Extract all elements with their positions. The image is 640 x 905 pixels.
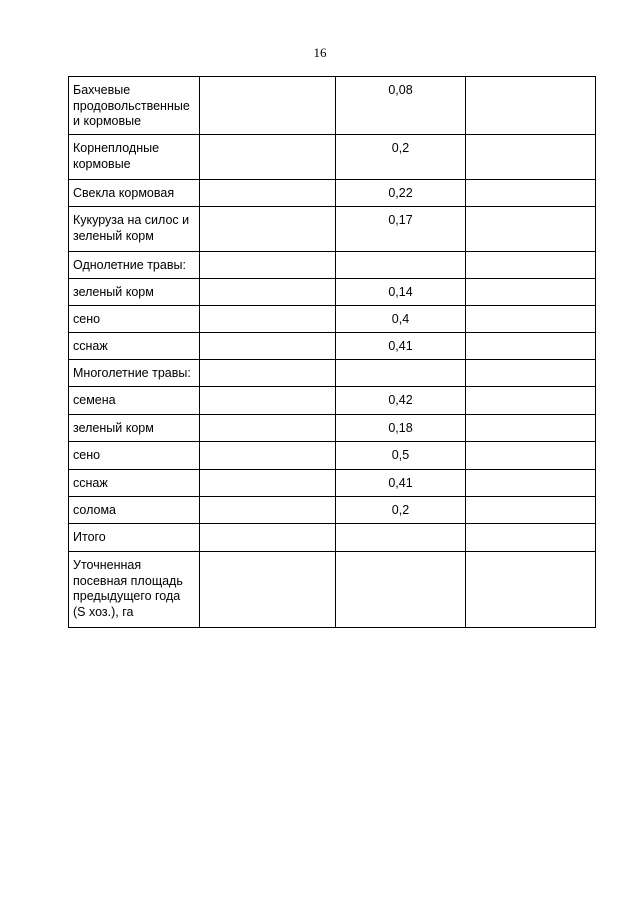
table-row (69, 135, 596, 180)
empty-cell (466, 252, 596, 279)
coefficient-cell: 0,2 (336, 135, 466, 180)
coefficient-cell: 0,14 (336, 279, 466, 306)
empty-cell (200, 387, 336, 415)
empty-cell (200, 180, 336, 207)
row-label: Уточненная посевная площадь предыдущего года (S хоз.), га (69, 552, 200, 628)
table-row (69, 333, 596, 360)
empty-cell (200, 524, 336, 552)
row-label: сено (69, 306, 200, 333)
empty-cell (200, 252, 336, 279)
table-row (69, 180, 596, 207)
coefficient-cell: 0,17 (336, 207, 466, 252)
empty-cell (466, 360, 596, 387)
row-label: Кукуруза на силос и зеленый корм (69, 207, 200, 252)
table-row (69, 442, 596, 470)
empty-cell (200, 552, 336, 628)
coefficient-cell: 0,5 (336, 442, 466, 470)
empty-cell (466, 306, 596, 333)
empty-cell (466, 135, 596, 180)
empty-cell (200, 306, 336, 333)
row-label: зеленый корм (69, 279, 200, 306)
row-label: солома (69, 497, 200, 524)
coefficient-cell: 0,08 (336, 77, 466, 135)
coefficient-cell: 0,41 (336, 333, 466, 360)
empty-cell (466, 497, 596, 524)
empty-cell (466, 470, 596, 497)
empty-cell (200, 442, 336, 470)
coefficient-cell (336, 524, 466, 552)
coefficient-cell (336, 360, 466, 387)
row-label: сснаж (69, 333, 200, 360)
empty-cell (200, 279, 336, 306)
empty-cell (200, 77, 336, 135)
table-row (69, 524, 596, 552)
coefficient-cell: 0,18 (336, 415, 466, 442)
coefficient-cell: 0,4 (336, 306, 466, 333)
row-label: Итого (69, 524, 200, 552)
row-label: Бахчевые продовольственные и кормовые (69, 77, 200, 135)
row-label: зеленый корм (69, 415, 200, 442)
table-row (69, 252, 596, 279)
crop-table (68, 76, 596, 628)
empty-cell (466, 552, 596, 628)
empty-cell (466, 442, 596, 470)
page-number: 16 (313, 45, 327, 60)
coefficient-cell: 0,22 (336, 180, 466, 207)
table-row (69, 497, 596, 524)
empty-cell (466, 415, 596, 442)
empty-cell (466, 207, 596, 252)
coefficient-cell (336, 252, 466, 279)
coefficient-cell: 0,42 (336, 387, 466, 415)
empty-cell (466, 279, 596, 306)
table-row (69, 360, 596, 387)
table-row (69, 470, 596, 497)
table-row (69, 552, 596, 628)
row-label: Многолетние травы: (69, 360, 200, 387)
empty-cell (466, 77, 596, 135)
empty-cell (466, 333, 596, 360)
empty-cell (200, 135, 336, 180)
table-row (69, 387, 596, 415)
table-row (69, 207, 596, 252)
empty-cell (200, 360, 336, 387)
table-row (69, 279, 596, 306)
empty-cell (200, 470, 336, 497)
table-row (69, 306, 596, 333)
empty-cell (466, 180, 596, 207)
empty-cell (466, 524, 596, 552)
coefficient-cell: 0,41 (336, 470, 466, 497)
empty-cell (200, 415, 336, 442)
row-label: семена (69, 387, 200, 415)
row-label: Свекла кормовая (69, 180, 200, 207)
row-label: Однолетние травы: (69, 252, 200, 279)
empty-cell (200, 497, 336, 524)
table-row (69, 77, 596, 135)
row-label: сснаж (69, 470, 200, 497)
row-label: сено (69, 442, 200, 470)
coefficient-cell (336, 552, 466, 628)
empty-cell (466, 387, 596, 415)
empty-cell (200, 333, 336, 360)
row-label: Корнеплодные кормовые (69, 135, 200, 180)
table-row (69, 415, 596, 442)
empty-cell (200, 207, 336, 252)
coefficient-cell: 0,2 (336, 497, 466, 524)
